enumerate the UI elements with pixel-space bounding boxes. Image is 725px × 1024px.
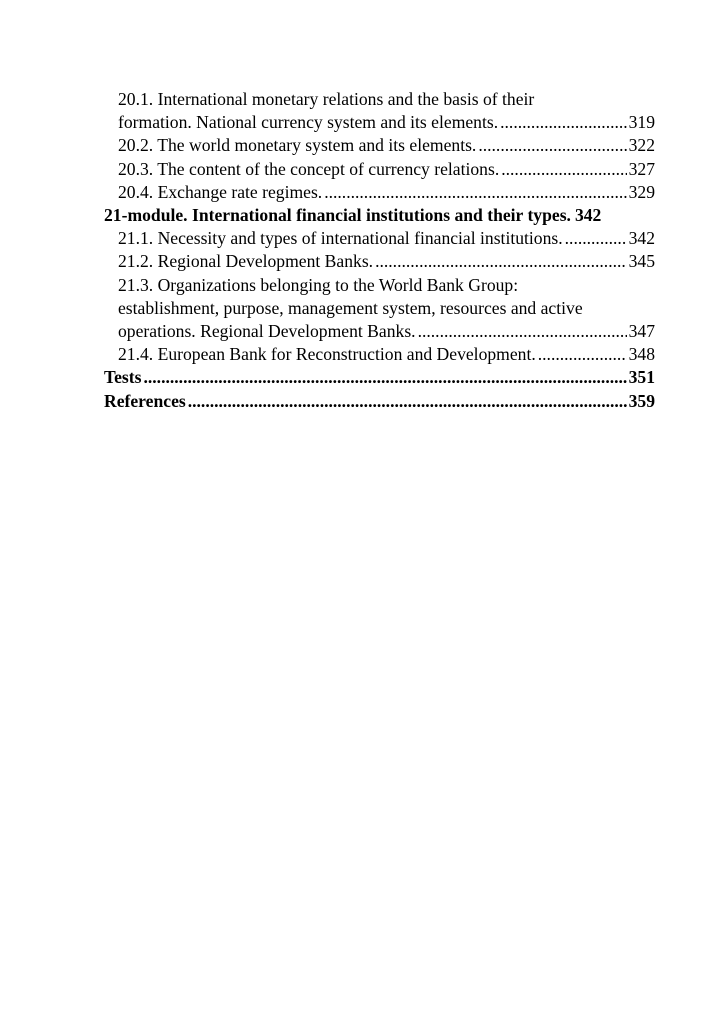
toc-page-number: 329 bbox=[628, 181, 655, 202]
toc-section-title: References bbox=[104, 390, 186, 411]
toc-entry-20-1[interactable] bbox=[104, 88, 655, 134]
dot-leader bbox=[324, 181, 626, 204]
dot-leader bbox=[565, 227, 627, 250]
toc-page-number: 345 bbox=[628, 251, 655, 272]
toc-section-title: Tests bbox=[104, 367, 142, 388]
dot-leader bbox=[500, 111, 626, 134]
toc-entry-title-line: 21.3. Organizations belonging to the World Bank Group: bbox=[118, 274, 519, 295]
toc-page-number: 322 bbox=[628, 135, 655, 156]
toc-entry-title: 20.4. Exchange rate regimes. bbox=[118, 181, 323, 202]
toc-entry-title: 21.2. Regional Development Banks. bbox=[118, 251, 374, 272]
toc-entry-20-4[interactable] bbox=[104, 181, 655, 204]
toc-entry-21-3[interactable] bbox=[104, 274, 655, 344]
dot-leader bbox=[501, 158, 626, 181]
dot-leader bbox=[478, 134, 626, 157]
toc-entry-title-line: 20.1. International monetary relations and the basis of their bbox=[118, 89, 535, 109]
toc-page-number: 327 bbox=[628, 158, 655, 179]
toc-page-number: 347 bbox=[628, 321, 655, 342]
toc-page-number: 351 bbox=[628, 367, 655, 388]
toc-entry-title: formation. National currency system and its elements. bbox=[118, 112, 499, 133]
toc-entry-20-3[interactable] bbox=[104, 158, 655, 181]
dot-leader bbox=[538, 343, 627, 366]
toc-entry-21-module[interactable] bbox=[104, 204, 655, 227]
toc-entry-21-1[interactable] bbox=[104, 227, 655, 250]
toc-page-number: 342 bbox=[628, 228, 655, 249]
dot-leader bbox=[375, 250, 627, 273]
toc-entry-tests[interactable] bbox=[104, 366, 655, 389]
toc-entry-21-2[interactable] bbox=[104, 250, 655, 273]
toc-page-number: 319 bbox=[628, 112, 655, 133]
toc-entry-title: 20.3. The content of the concept of currency relations. bbox=[118, 158, 500, 179]
toc-entry-title: operations. Regional Development Banks. bbox=[118, 321, 416, 342]
toc-entry-21-4[interactable] bbox=[104, 343, 655, 366]
toc-entry-title: 21.1. Necessity and types of international financial institutions. bbox=[118, 228, 563, 249]
toc-page-number: 348 bbox=[628, 344, 655, 365]
toc-entry-title: 21.4. European Bank for Reconstruction and Development. bbox=[118, 344, 536, 365]
dot-leader bbox=[188, 390, 627, 413]
table-of-contents bbox=[104, 88, 655, 413]
toc-page-number: 342 bbox=[574, 205, 602, 226]
toc-module-title: 21-module. International financial institutions and their types. bbox=[104, 205, 571, 226]
toc-entry-title: 20.2. The world monetary system and its elements. bbox=[118, 135, 477, 156]
toc-entry-title-line: establishment, purpose, management system, resources and active bbox=[118, 297, 583, 318]
toc-entry-20-2[interactable] bbox=[104, 134, 655, 157]
toc-page-number: 359 bbox=[628, 390, 655, 411]
dot-leader bbox=[418, 320, 627, 343]
toc-entry-references[interactable] bbox=[104, 390, 655, 413]
dot-leader bbox=[143, 366, 626, 389]
